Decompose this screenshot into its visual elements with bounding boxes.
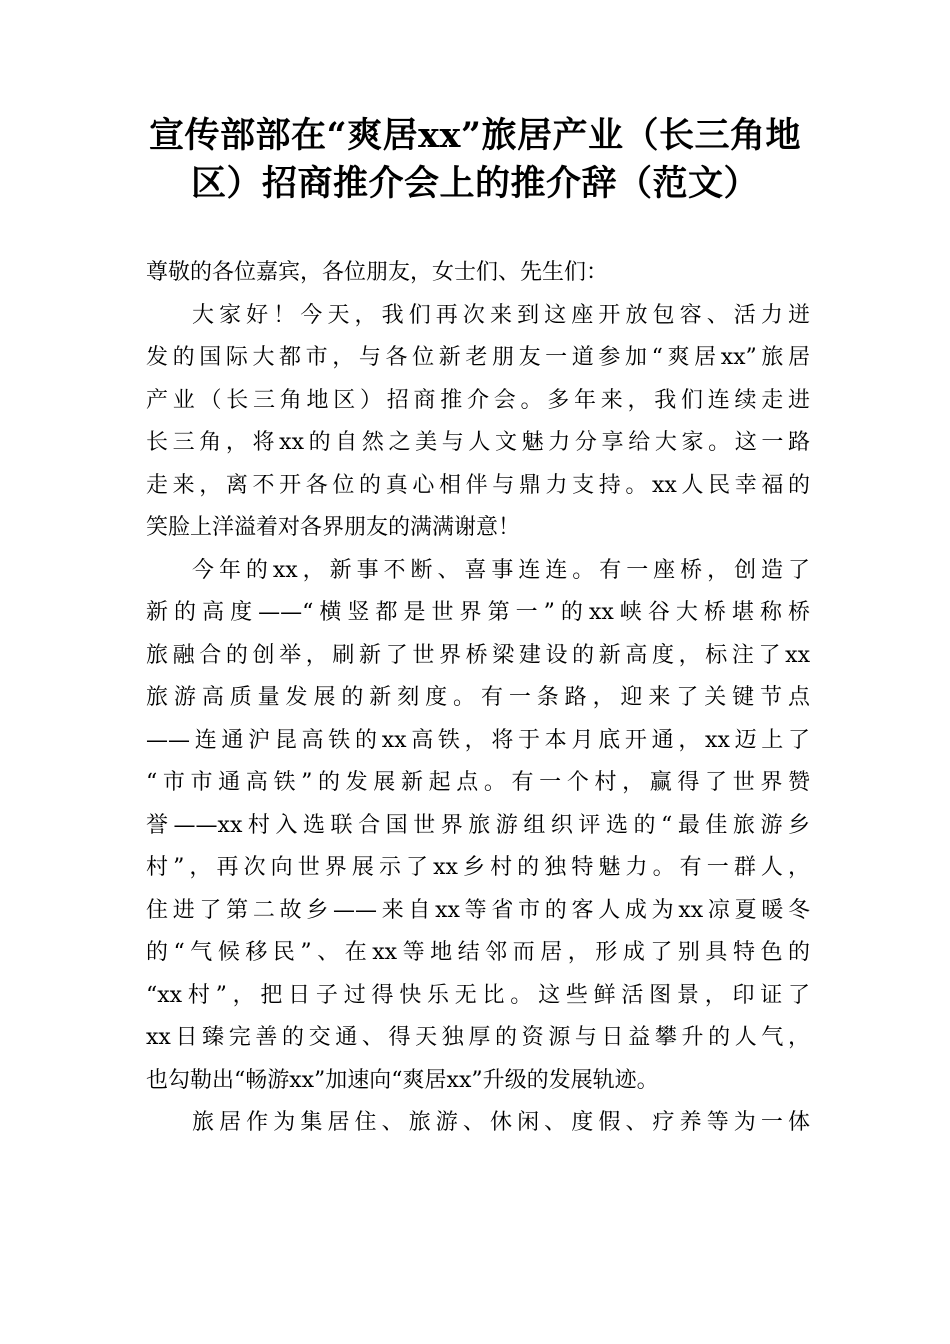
paragraph-line: 也勾勒出“畅游xx”加速向“爽居xx”升级的发展轨迹。 (146, 1067, 659, 1093)
salutation: 尊敬的各位嘉宾，各位朋友，女士们、先生们： (146, 260, 609, 285)
paragraph-line: 长三角，将xx的自然之美与人文魅力分享给大家。这一路 (146, 430, 810, 455)
title-line: 区）招商推介会上的推介辞（范文） (190, 163, 759, 204)
paragraph-2 (146, 550, 810, 1103)
paragraph-1 (146, 295, 810, 550)
paragraph-line: 今年的xx，新事不断、喜事连连。有一座桥，创造了 (192, 557, 810, 583)
paragraph-line: 住进了第二故乡——来自xx等省市的客人成为xx凉夏暖冬 (146, 897, 810, 923)
paragraph-line: ——连通沪昆高铁的xx高铁，将于本月底开通，xx迈上了 (146, 727, 810, 753)
paragraph-line: 新的高度——“横竖都是世界第一”的xx峡谷大桥堪称桥 (146, 600, 810, 625)
paragraph-line: “xx村”，把日子过得快乐无比。这些鲜活图景，印证了 (146, 982, 810, 1008)
paragraph-line: 的“气候移民”、在xx等地结邻而居，形成了别具特色的 (146, 940, 810, 965)
paragraph-3 (146, 1102, 810, 1145)
paragraph-line: 旅居作为集居住、旅游、休闲、度假、疗养等为一体 (192, 1110, 810, 1135)
paragraph-line: “市市通高铁”的发展新起点。有一个村，赢得了世界赞 (146, 770, 810, 795)
paragraph-line: 旅融合的创举，刷新了世界桥梁建设的新高度，标注了xx (146, 642, 810, 668)
paragraph-line: 产业（长三角地区）招商推介会。多年来，我们连续走进 (146, 387, 810, 413)
paragraph-line: 大家好！今天，我们再次来到这座开放包容、活力迸 (192, 302, 810, 328)
document-title (140, 112, 810, 208)
paragraph-line: 村”，再次向世界展示了xx乡村的独特魅力。有一群人， (146, 855, 810, 880)
paragraph-line: 旅游高质量发展的新刻度。有一条路，迎来了关键节点 (146, 685, 810, 710)
paragraph-line: 誉——xx村入选联合国世界旅游组织评选的“最佳旅游乡 (146, 812, 810, 838)
paragraph-line: 走来，离不开各位的真心相伴与鼎力支持。xx人民幸福的 (146, 472, 810, 498)
paragraph-line: 发的国际大都市，与各位新老朋友一道参加“爽居xx”旅居 (146, 345, 810, 370)
paragraph-line: 笑脸上洋溢着对各界朋友的满满谢意！ (146, 515, 521, 540)
document-body (146, 252, 810, 1145)
paragraph-line: xx日臻完善的交通、得天独厚的资源与日益攀升的人气， (146, 1025, 810, 1050)
title-line: 宣传部部在“爽居xx”旅居产业（长三角地 (149, 115, 801, 156)
